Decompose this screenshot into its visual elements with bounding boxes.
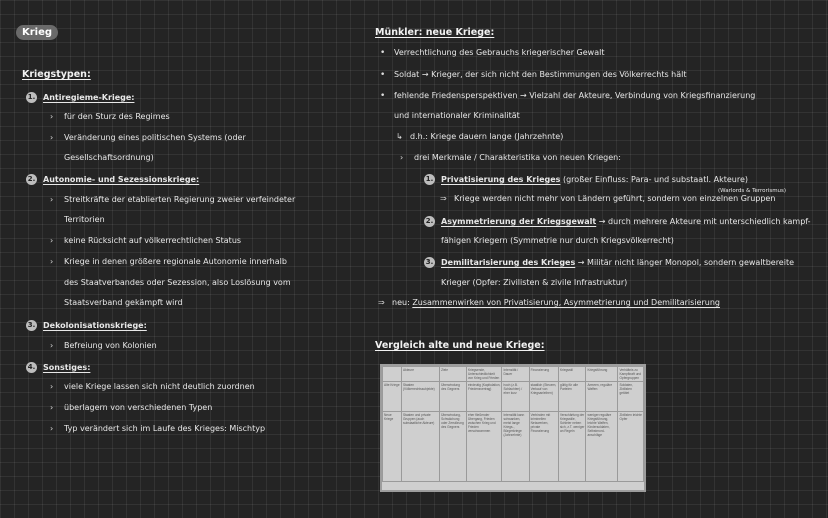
table-cell: hoch (z.B. Schlachten) / eher kurz <box>502 382 529 412</box>
merkmal-3-rest: → Militär nicht länger Monopol, sondern gewaltbereite <box>577 258 795 267</box>
merkmal-1-number: 1. <box>425 175 434 183</box>
merkmal-2-sub: fähigen Kriegern (Symmetrie nur durch Kriegsvölkerrecht) <box>441 236 674 245</box>
table-cell: Verbinden mit kriminellen Netzwerken, private Finanzierung <box>529 412 558 482</box>
merkmal-2-label: Asymmetrierung der Kriegsgewalt <box>441 217 597 226</box>
type-1 <box>26 92 134 103</box>
table-header-cell: Kriegsführung <box>586 367 618 382</box>
table-cell: Überwindung, Schwächung oder Zerstörung des Gegners <box>440 412 467 482</box>
summary-text: Zusammenwirken von Privatisierung, Asymmetrierung und Demilitarisierung <box>412 298 720 307</box>
table-cell: eindeutig (Kapitulation, Friedensvertrag) <box>466 382 502 412</box>
type-2-number: 2. <box>27 175 36 183</box>
list-item-continued: Gesellschaftsordnung) <box>64 153 154 162</box>
dh-line: ↳ d.h.: Kriege dauern lange (Jahrzehnte) <box>396 132 564 141</box>
table-cell: Soldaten, Zivilisten getötet <box>618 382 644 412</box>
chevron-right-icon: › <box>50 424 54 433</box>
summary-prefix: neu: <box>392 298 410 307</box>
list-item-continued: Staatsverband gekämpft wird <box>64 298 183 307</box>
merkmal-3-number: 3. <box>425 258 434 266</box>
type-3 <box>26 320 147 331</box>
merkmal-1-label: Privatisierung des Krieges <box>441 175 561 184</box>
type-4 <box>26 362 90 373</box>
chevron-right-icon: › <box>400 153 404 162</box>
list-item: › viele Kriege lassen sich nicht deutlich zuordnen <box>50 382 255 391</box>
chevron-right-icon: › <box>50 341 54 350</box>
merkmal-1 <box>424 174 748 185</box>
chevron-right-icon: › <box>50 382 54 391</box>
merkmale-line: › drei Merkmale / Charakteristika von neuen Kriegen: <box>400 153 621 162</box>
bullet-icon: • <box>380 70 386 80</box>
summary-line <box>378 298 720 308</box>
merkmal-2-rest: → durch mehrere Akteure mit unterschiedlich kampf- <box>598 217 811 226</box>
table-cell: Staaten (Völkerrechtssubjekte) <box>402 382 440 412</box>
muenkler-heading: Münkler: neue Kriege: <box>375 27 495 38</box>
list-item: › Veränderung eines politischen Systems (oder <box>50 133 246 142</box>
double-arrow-right-icon: ⇒ <box>378 298 385 307</box>
table-cell: gültig für alle Parteien <box>558 382 586 412</box>
table-header-cell: Ziele <box>440 367 467 382</box>
chevron-right-icon: › <box>50 112 54 121</box>
table-cell: Staaten und private Gruppen (auch substaatliche Akteure) <box>402 412 440 482</box>
chevron-right-icon: › <box>50 257 54 266</box>
table-cell: Alte Kriege <box>383 382 402 412</box>
list-item: › Befreiung von Kolonien <box>50 341 157 350</box>
bullet-item: • Verrechtlichung des Gebrauchs kriegerischer Gewalt <box>380 48 605 58</box>
list-item: › Kriege in denen größere regionale Autonomie innerhalb <box>50 257 287 266</box>
list-item: › keine Rücksicht auf völkerrechtlichen Status <box>50 236 242 245</box>
table-header-cell: Finanzierung <box>529 367 558 382</box>
bullet-icon: • <box>380 91 386 101</box>
bullet-icon: • <box>380 48 386 58</box>
type-3-number: 3. <box>27 321 36 329</box>
compare-heading: Vergleich alte und neue Kriege: <box>375 340 545 351</box>
list-item: › für den Sturz des Regimes <box>50 112 170 121</box>
table-row <box>383 412 644 482</box>
merkmal-1-note: (Warlords & Terrorismus) <box>718 188 787 194</box>
type-2-label: Autonomie- und Sezessionskriege: <box>43 175 200 184</box>
type-1-number: 1. <box>27 93 36 101</box>
merkmal-3-sub: Krieger (Opfer: Zivilisten & zivile Infrastruktur) <box>441 278 628 287</box>
chevron-right-icon: › <box>50 195 54 204</box>
table-header-cell: Kriegsende, Unterschiedlichkeit von Krieg und Frieden <box>466 367 502 382</box>
type-2 <box>26 174 199 185</box>
table-cell: Armeen, reguläre Waffen <box>586 382 618 412</box>
comparison-table <box>382 366 644 482</box>
table-header-cell: Akteure <box>402 367 440 382</box>
page-title: Krieg <box>16 25 58 40</box>
merkmal-2-number: 2. <box>425 217 434 225</box>
bullet-item: • fehlende Friedensperspektiven → Vielzahl der Akteure, Verbindung von Kriegsfinanzierung <box>380 91 756 101</box>
table-cell: staatlich (Steuern, Verkauf von Kriegsanleihen) <box>529 382 558 412</box>
list-item: › Streitkräfte der etablierten Regierung zweier verfeindeter <box>50 195 296 204</box>
merkmal-2 <box>424 216 811 227</box>
merkmal-1-rest: (großer Einfluss: Para- und substaatl. Akteure) <box>562 175 749 184</box>
type-3-label: Dekolonisationskriege: <box>43 321 147 330</box>
type-4-label: Sonstiges: <box>43 363 91 372</box>
table-header-cell: Intensität / Dauer <box>502 367 529 382</box>
table-cell: eher fließender Übergang, Frieden zwischen Krieg und Frieden verschwommen <box>466 412 502 482</box>
table-cell: Neue Kriege <box>383 412 402 482</box>
table-cell: Zivilisten leichte Opfer <box>618 412 644 482</box>
table-row <box>383 382 644 412</box>
chevron-right-icon: › <box>50 236 54 245</box>
table-cell: Verschärfung der Kriegsstile, Schleier neben sich, z.T. weniger an Regeln <box>558 412 586 482</box>
list-item: › Typ verändert sich im Laufe des Krieges: Mischtyp <box>50 424 266 433</box>
chevron-right-icon: › <box>50 133 54 142</box>
table-header-cell: Verhältnis zu Kampfkraft und Opfergruppen <box>618 367 644 382</box>
merkmal-1-sub: ⇒ Kriege werden nicht mehr von Ländern geführt, sondern von einzelnen Gruppen <box>440 194 776 203</box>
bullet-item-continued: und internationaler Kriminalität <box>394 111 520 120</box>
double-arrow-right-icon: ⇒ <box>440 194 447 203</box>
comparison-table-image <box>380 364 646 492</box>
table-header-cell: Kriegsstil <box>558 367 586 382</box>
type-1-label: Antiregieme-Kriege: <box>43 93 135 102</box>
bullet-item: • Soldat → Krieger, der sich nicht den Bestimmungen des Völkerrechts hält <box>380 70 687 80</box>
list-item-continued: Territorien <box>64 215 105 224</box>
list-item-continued: des Staatverbandes oder Sezession, also Loslösung vom <box>64 278 291 287</box>
table-cell: weniger reguläre Kriegsführung, leichte Waffen, Kindersoldaten, Selbstmord-anschläge <box>586 412 618 482</box>
merkmal-3 <box>424 257 794 268</box>
type-4-number: 4. <box>27 363 36 371</box>
kriegstypen-heading: Kriegstypen: <box>22 69 91 80</box>
merkmal-3-label: Demilitarisierung des Krieges <box>441 258 576 267</box>
table-header-row <box>383 367 644 382</box>
chevron-right-icon: › <box>50 403 54 412</box>
arrow-return-icon: ↳ <box>396 132 403 141</box>
table-cell: Intensität kann schwanken, meist lange Kriegs-, Bürgerkriege (Jahrzehnte) <box>502 412 529 482</box>
list-item: › überlagern von verschiedenen Typen <box>50 403 213 412</box>
table-cell: Überwindung des Gegners <box>440 382 467 412</box>
table-header-cell <box>383 367 402 382</box>
